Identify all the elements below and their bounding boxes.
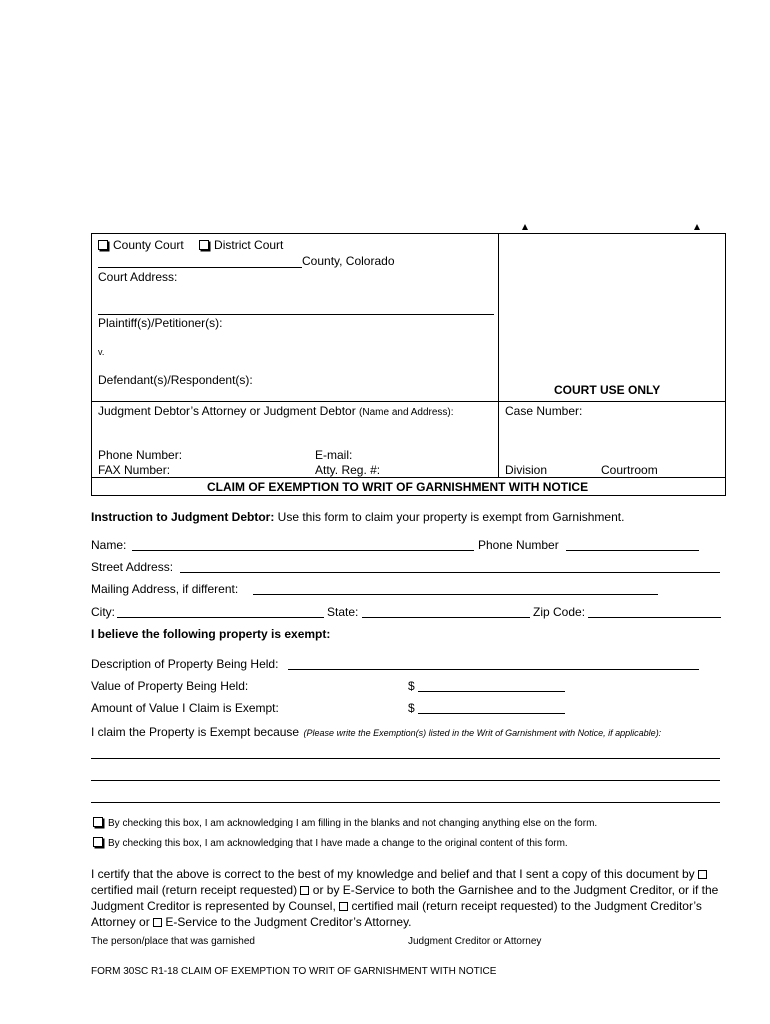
defendant-label: Defendant(s)/Respondent(s):	[98, 373, 253, 387]
certification-paragraph	[91, 866, 723, 930]
certify-text-1: I certify that the above is correct to the best of my knowledge and belief and that I sent a copy of this document by	[91, 867, 695, 881]
phone-number-label: Phone Number:	[98, 448, 183, 462]
instruction-row	[91, 510, 624, 524]
state-line[interactable]	[362, 617, 530, 618]
claim-note: (Please write the Exemption(s) listed in the Writ of Garnishment with Notice, if applicable):	[303, 728, 662, 738]
courtroom-label: Courtroom	[601, 463, 658, 477]
name-line[interactable]	[132, 550, 474, 551]
instruction-text: Use this form to claim your property is exempt from Garnishment.	[277, 510, 625, 524]
claim-row	[91, 723, 661, 741]
city-line[interactable]	[117, 617, 324, 618]
mailing-line[interactable]	[253, 594, 658, 595]
caption-divider-vertical	[498, 233, 499, 477]
claim-line-1[interactable]	[91, 758, 720, 759]
description-line[interactable]	[288, 669, 699, 670]
certify-text-5: E-Service to the Judgment Creditor’s Attorney.	[165, 915, 412, 929]
plaintiff-label: Plaintiff(s)/Petitioner(s):	[98, 316, 223, 330]
description-label: Description of Property Being Held:	[91, 657, 279, 671]
ack-2-checkbox[interactable]	[93, 837, 103, 847]
division-label: Division	[505, 463, 548, 477]
street-line[interactable]	[180, 572, 720, 573]
email-label: E-mail:	[315, 448, 353, 462]
claim-line-3[interactable]	[91, 802, 720, 803]
case-number-label: Case Number:	[505, 404, 583, 418]
instruction-label: Instruction to Judgment Debtor:	[91, 510, 275, 524]
court-address-label: Court Address:	[98, 270, 178, 284]
attorney-note: (Name and Address):	[359, 407, 454, 418]
believe-heading: I believe the following property is exempt:	[91, 627, 331, 641]
court-type-row	[98, 238, 283, 252]
court-address-line[interactable]	[98, 314, 494, 315]
claim-label: I claim the Property is Exempt because	[91, 725, 300, 739]
certified-mail-checkbox[interactable]	[698, 870, 707, 879]
zip-label: Zip Code:	[533, 605, 586, 619]
city-label: City:	[91, 605, 115, 619]
caption-divider-2	[91, 477, 726, 478]
form-title: CLAIM OF EXEMPTION TO WRIT OF GARNISHMENT WITH NOTICE	[207, 480, 589, 494]
street-label: Street Address:	[91, 560, 174, 574]
mailing-label: Mailing Address, if different:	[91, 582, 239, 596]
fax-number-label: FAX Number:	[98, 463, 171, 477]
caption-box	[91, 233, 726, 496]
certify-text-2: certified mail (return receipt requested)	[91, 883, 298, 897]
creditor-label: Judgment Creditor or Attorney	[408, 936, 542, 947]
state-label: State:	[327, 605, 359, 619]
form-footer: FORM 30SC R1-18 CLAIM OF EXEMPTION TO WRIT OF GARNISHMENT WITH NOTICE	[91, 966, 497, 977]
corner-marker-right	[694, 224, 700, 230]
value-dollar: $	[408, 679, 415, 693]
attorney-certified-mail-checkbox[interactable]	[339, 902, 348, 911]
attorney-e-service-checkbox[interactable]	[153, 918, 162, 927]
district-court-checkbox[interactable]	[199, 240, 209, 250]
attorney-label-row	[98, 404, 454, 418]
county-name-line[interactable]	[98, 267, 302, 268]
amount-line[interactable]	[418, 713, 565, 714]
ack-2-text: By checking this box, I am acknowledging that I have made a change to the original content of this form.	[108, 838, 568, 849]
district-court-label: District Court	[214, 238, 284, 252]
amount-label: Amount of Value I Claim is Exempt:	[91, 701, 279, 715]
garnished-label: The person/place that was garnished	[91, 936, 255, 947]
court-use-only-label: COURT USE ONLY	[554, 383, 661, 397]
versus-label: v.	[98, 347, 105, 357]
claim-line-2[interactable]	[91, 780, 720, 781]
county-colorado-label: County, Colorado	[302, 254, 395, 268]
atty-reg-label: Atty. Reg. #:	[315, 463, 381, 477]
attorney-label: Judgment Debtor’s Attorney or Judgment Debtor	[98, 404, 356, 418]
phone-label: Phone Number	[478, 538, 559, 552]
zip-line[interactable]	[588, 617, 721, 618]
value-line[interactable]	[418, 691, 565, 692]
e-service-checkbox[interactable]	[300, 886, 309, 895]
certify-text-4: certified mail (return receipt requested) to the Judgment Creditor’s Attorney or	[91, 899, 702, 929]
ack-1-checkbox[interactable]	[93, 817, 103, 827]
phone-line[interactable]	[566, 550, 699, 551]
certify-text-3: or by E-Service to both the Garnishee and to the Judgment Creditor, or if the Judgment Creditor is represented by Counsel,	[91, 883, 719, 913]
name-label: Name:	[91, 538, 127, 552]
value-label: Value of Property Being Held:	[91, 679, 249, 693]
corner-marker-left	[522, 224, 528, 230]
caption-divider-1	[91, 401, 726, 402]
amount-dollar: $	[408, 701, 415, 715]
ack-row-2	[93, 837, 568, 849]
county-court-label: County Court	[113, 238, 184, 252]
ack-1-text: By checking this box, I am acknowledging I am filling in the blanks and not changing anything else on the form.	[108, 818, 598, 829]
ack-row-1	[93, 817, 597, 829]
county-court-checkbox[interactable]	[98, 240, 108, 250]
